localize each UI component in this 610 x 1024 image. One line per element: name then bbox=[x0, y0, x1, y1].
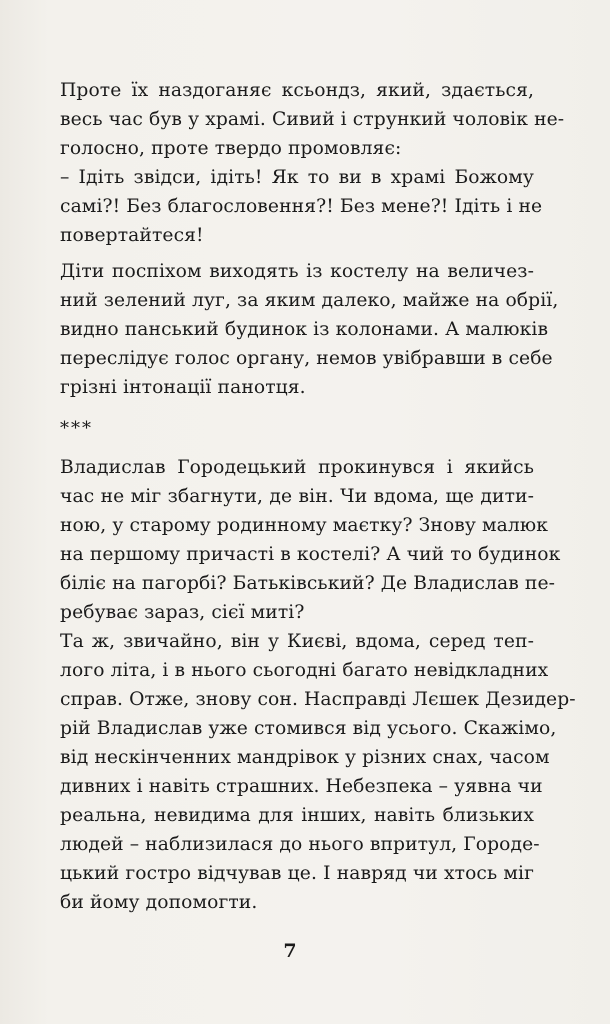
text-line: Діти поспіхом виходять із костелу на величез- bbox=[60, 261, 534, 282]
text-line: самі?! Без благословення?! Без мене?! Ідіть і не bbox=[60, 196, 543, 217]
text-line: грізні інтонації панотця. bbox=[60, 377, 306, 398]
text-line: переслідує голос органу, немов увібравши в себе bbox=[60, 348, 553, 369]
text-line: час не міг збагнути, де він. Чи вдома, ще дити- bbox=[60, 486, 534, 507]
text-line: би йому допомогти. bbox=[60, 892, 258, 913]
text-line: лого літа, і в нього сьогодні багато невідкладних bbox=[60, 660, 549, 681]
text-line: людей – наблизилася до нього впритул, Городе- bbox=[60, 834, 540, 855]
paragraph bbox=[60, 627, 576, 917]
text-line: Проте їх наздоганяє ксьондз, який, здається, bbox=[60, 80, 534, 101]
text-line: весь час був у храмі. Сивий і стрункий чоловік не- bbox=[60, 109, 565, 130]
text-line: дивних і навіть страшних. Небезпека – уявна чи bbox=[60, 776, 543, 797]
text-line: ребуває зараз, сієї миті? bbox=[60, 602, 305, 623]
text-line: від нескінченних мандрівок у різних снах, часом bbox=[60, 747, 550, 768]
text-line: Та ж, звичайно, він у Києві, вдома, серед теп- bbox=[60, 631, 534, 652]
text-line: ний зелений луг, за яким далеко, майже на обрії, bbox=[60, 290, 559, 311]
text-line: голосно, проте твердо промовляє: bbox=[60, 138, 402, 159]
paragraph bbox=[60, 163, 543, 250]
text-line: повертайтеся! bbox=[60, 225, 204, 246]
text-line: видно панський будинок із колонами. А малюків bbox=[60, 319, 549, 340]
section-separator: *** bbox=[60, 418, 93, 439]
text-line: – Ідіть звідси, ідіть! Як то ви в храмі Божому bbox=[60, 167, 534, 188]
paragraph bbox=[60, 257, 559, 402]
page-number: 7 bbox=[283, 940, 297, 962]
text-line: рій Владислав уже стомився від усього. Скажімо, bbox=[60, 718, 557, 739]
paragraph bbox=[60, 76, 565, 163]
text-line: ною, у старому родинному маєтку? Знову малюк bbox=[60, 515, 549, 536]
text-line: біліє на пагорбі? Батьківський? Де Владислав пе- bbox=[60, 573, 556, 594]
text-line: цький гостро відчував це. І навряд чи хтось міг bbox=[60, 863, 534, 884]
text-line: реальна, невидима для інших, навіть близьких bbox=[60, 805, 534, 826]
body-text bbox=[60, 76, 576, 917]
text-line: справ. Отже, знову сон. Насправді Лєшек Дезидер- bbox=[60, 689, 576, 710]
paragraph bbox=[60, 453, 561, 627]
text-line: Владислав Городецький прокинувся і якийсь bbox=[60, 457, 534, 478]
text-line: на першому причасті в костелі? А чий то будинок bbox=[60, 544, 561, 565]
